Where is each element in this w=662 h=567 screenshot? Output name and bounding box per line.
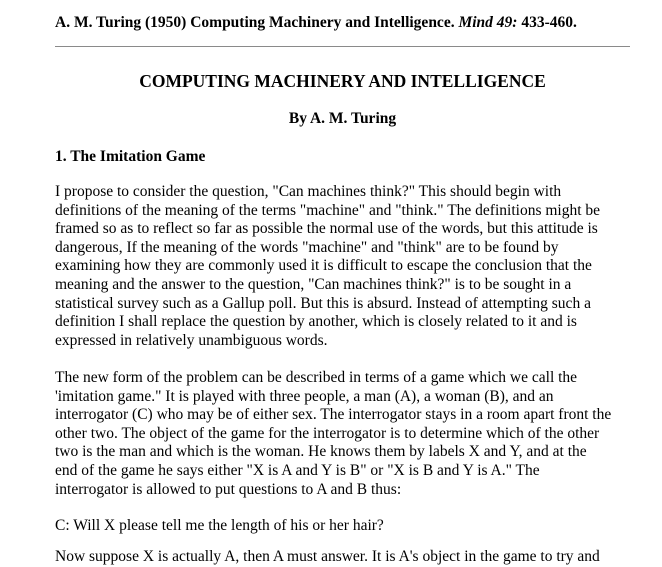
paragraph-line: interrogator is allowed to put questions to A and B thus:: [55, 480, 402, 498]
paragraph-2: [55, 369, 611, 499]
paragraph-line: C: Will X please tell me the length of his or her hair?: [55, 517, 384, 534]
article-title: COMPUTING MACHINERY AND INTELLIGENCE: [139, 71, 546, 91]
paragraph-line: end of the game he says either "X is A and Y is B" or "X is B and Y is A." The: [55, 461, 540, 479]
paragraph-line: meaning and the answer to the question, "Can machines think?" is to be sought in a: [55, 275, 572, 293]
paragraph-line: expressed in relatively unambiguous words.: [55, 331, 328, 349]
paragraph-line: definitions of the meaning of the terms "machine" and "think." The definitions might be: [55, 201, 601, 219]
paragraph-line: interrogator (C) who may be of either sex. The interrogator stays in a room apart front the: [55, 406, 612, 424]
header-divider: [55, 46, 630, 47]
journal-name: Mind 49:: [458, 14, 518, 31]
citation-header: [55, 14, 577, 32]
paragraph-line: 'imitation game." It is played with three people, a man (A), a woman (B), and an: [55, 387, 554, 405]
paragraph-line: two is the man and which is the woman. He knows them by labels X and Y, and at the: [55, 443, 587, 461]
paragraph-1: [55, 183, 600, 350]
article-byline: By A. M. Turing: [288, 110, 397, 127]
paragraph-3: [55, 517, 384, 536]
paragraph-line: The new form of the problem can be described in terms of a game which we call the: [55, 369, 578, 386]
paragraph-line: dangerous, If the meaning of the words "machine" and "think" are to be found by: [55, 238, 559, 256]
paragraph-line: examining how they are commonly used it is difficult to escape the conclusion that the: [55, 257, 592, 275]
paragraph-line: Now suppose X is actually A, then A must answer. It is A's object in the game to try and: [55, 548, 600, 565]
paragraph-4: [55, 548, 600, 567]
paragraph-line: statistical survey such as a Gallup poll. But this is absurd. Instead of attempting such a: [55, 294, 591, 312]
paragraph-line: definition I shall replace the question by another, which is closely related to it and is: [55, 313, 577, 331]
citation-text: A. M. Turing (1950) Computing Machinery and Intelligence.: [55, 14, 455, 31]
section-heading: 1. The Imitation Game: [55, 148, 206, 165]
paragraph-line: framed so as to reflect so far as possible the normal use of the words, but this attitude is: [55, 220, 598, 238]
paragraph-line: I propose to consider the question, "Can machines think?" This should begin with: [55, 183, 562, 200]
page-range: 433-460.: [521, 14, 577, 31]
paragraph-line: other two. The object of the game for the interrogator is to determine which of the other: [55, 424, 600, 442]
